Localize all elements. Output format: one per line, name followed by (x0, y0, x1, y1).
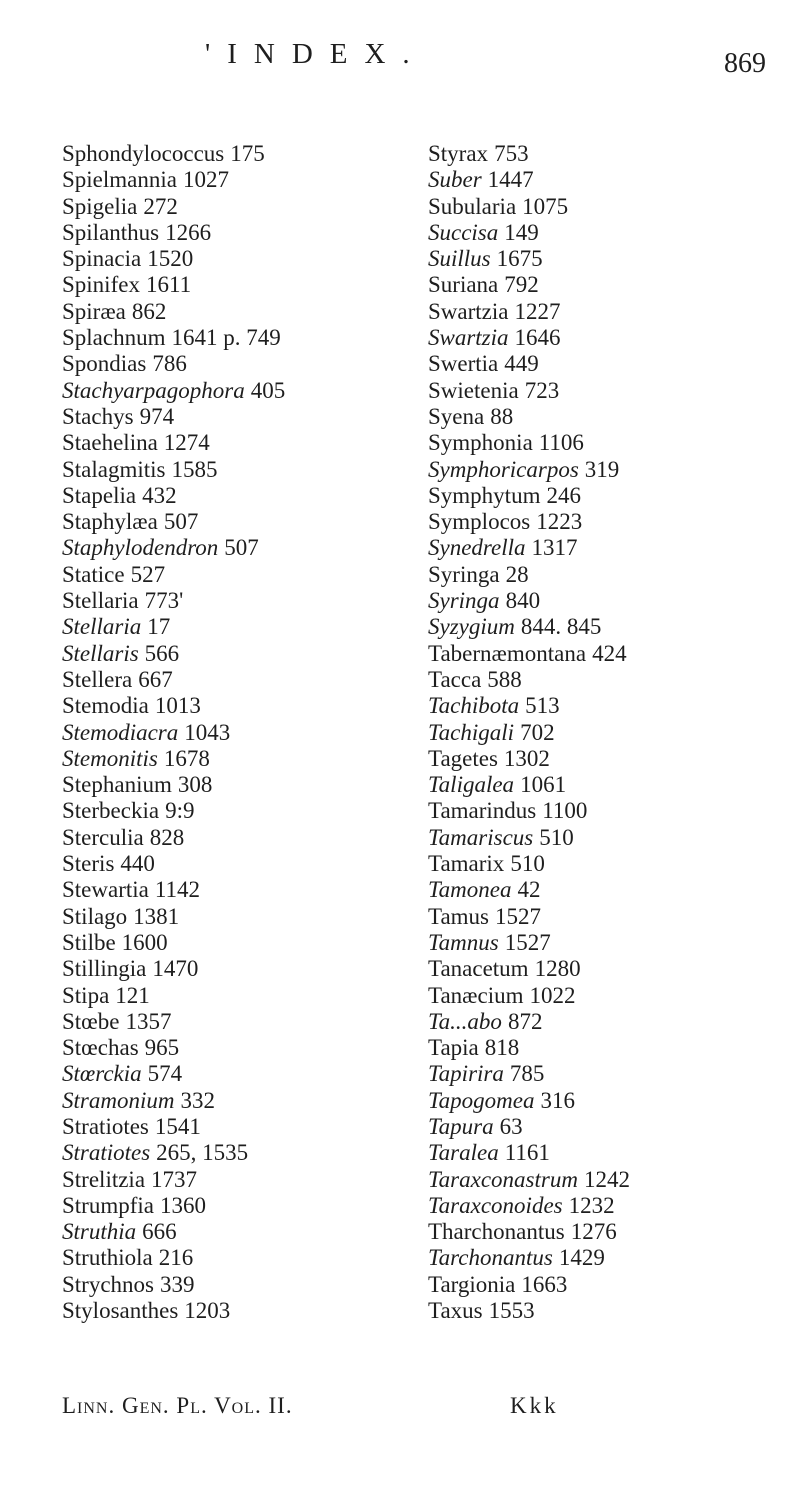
entry-name: Staphylæa (62, 509, 158, 535)
entry-page-ref: 1317 (531, 535, 578, 561)
entry-page-ref: 339 (160, 1271, 195, 1297)
entry-name: Synedrella (428, 535, 526, 561)
entry-name: Stratiotes (62, 1140, 151, 1166)
entry-page-ref: 527 (130, 561, 166, 587)
entry-page-ref: 1447 (487, 167, 534, 193)
entry-name: Sphondylococcus (62, 141, 225, 166)
entry-page-ref: 332 (180, 1087, 215, 1113)
entry-page-ref: 246 (546, 482, 581, 508)
index-entry (428, 325, 768, 351)
index-entry (428, 1009, 768, 1035)
entry-page-ref: 1100 (542, 798, 588, 824)
index-entry (62, 299, 382, 325)
index-entry (428, 1219, 768, 1245)
entry-name: Stylosanthes (62, 1298, 179, 1324)
entry-name: Stellaria (62, 588, 139, 614)
index-entry (428, 720, 768, 746)
index-entry (428, 272, 768, 298)
index-entry (62, 1035, 382, 1061)
entry-page-ref: 1013 (154, 693, 201, 719)
entry-name: Strychnos (62, 1271, 154, 1297)
index-entry (62, 956, 382, 982)
entry-page-ref: 1470 (152, 956, 199, 982)
entry-page-ref: 1541 (154, 1113, 201, 1139)
entry-page-ref: 723 (524, 377, 560, 403)
entry-name: Taralea (428, 1140, 499, 1166)
entry-page-ref: 574 (147, 1061, 183, 1087)
index-entry (62, 1272, 382, 1298)
entry-page-ref: 753 (494, 141, 529, 166)
entry-name: Tanacetum (428, 956, 529, 982)
entry-name: Stemodiacra (62, 719, 179, 745)
index-entry (62, 167, 382, 193)
entry-page-ref: 1276 (570, 1219, 617, 1245)
entry-name: Stachyarpagophora (62, 377, 245, 403)
index-entry (428, 877, 768, 903)
entry-name: Swietenia (428, 377, 519, 403)
entry-page-ref: 1737 (151, 1166, 198, 1192)
index-entry (62, 1167, 382, 1193)
footer-signature-title: Linn. Gen. Pl. Vol. II. (62, 1393, 293, 1418)
entry-name: Sterbeckia (62, 798, 160, 824)
index-entry (62, 1009, 382, 1035)
entry-name: Styrax (428, 141, 489, 166)
entry-name: Stephanium (62, 772, 172, 798)
index-entry (62, 1088, 382, 1114)
entry-name: Splachnum (62, 325, 166, 351)
index-entry (62, 378, 382, 404)
entry-page-ref: 424 (592, 640, 627, 666)
entry-page-ref: 1227 (514, 298, 561, 324)
entry-page-ref: 1274 (163, 430, 210, 456)
entry-page-ref: 1381 (133, 903, 180, 929)
index-entry (62, 351, 382, 377)
entry-page-ref: 507 (224, 535, 259, 561)
entry-name: Tapura (428, 1113, 494, 1139)
entry-page-ref: 1302 (503, 745, 550, 771)
entry-name: Tapogomea (428, 1087, 535, 1113)
entry-name: Syringa (428, 588, 500, 614)
entry-page-ref: 566 (144, 640, 180, 666)
index-entry (428, 588, 768, 614)
index-entry (428, 1140, 768, 1166)
entry-page-ref: 872 (507, 1008, 543, 1034)
index-entry (428, 194, 768, 220)
index-entry (62, 1193, 382, 1219)
entry-name: Ta...abo (428, 1008, 502, 1034)
entry-name: Spinacia (62, 246, 142, 272)
entry-name: Stellera (62, 666, 133, 692)
index-entry (428, 246, 768, 272)
entry-page-ref: 792 (504, 272, 539, 298)
index-entry (428, 904, 768, 930)
index-entry (62, 194, 382, 220)
index-entry (62, 272, 382, 298)
entry-page-ref: 840 (505, 588, 541, 614)
index-entry (428, 457, 768, 483)
entry-page-ref: 405 (250, 377, 286, 403)
index-entry (428, 1035, 768, 1061)
page-number: 869 (724, 48, 766, 79)
entry-name: Spilanthus (62, 219, 160, 245)
index-entry (428, 1245, 768, 1271)
entry-name: Targionia (428, 1271, 516, 1297)
entry-page-ref: 265, 1535 (156, 1140, 249, 1166)
entry-name: Strumpfia (62, 1192, 154, 1218)
entry-name: Stemonitis (62, 745, 158, 771)
entry-name: Stachys (62, 403, 134, 429)
entry-name: Tamarix (428, 851, 505, 877)
entry-name: Tachibota (428, 693, 520, 719)
entry-page-ref: 88 (490, 403, 514, 429)
index-entry (428, 299, 768, 325)
entry-name: Tamnus (428, 929, 499, 955)
entry-name: Swertia (428, 351, 499, 377)
entry-name: Strelitzia (62, 1166, 146, 1192)
index-heading: 'INDEX. (205, 38, 427, 70)
index-entry (62, 141, 382, 167)
entry-name: Suriana (428, 272, 499, 298)
index-entry (428, 1167, 768, 1193)
entry-name: Tanæcium (428, 982, 524, 1008)
index-entry (428, 851, 768, 877)
entry-page-ref: 786 (152, 351, 187, 377)
index-entry (428, 535, 768, 561)
entry-name: Spielmannia (62, 167, 177, 193)
index-entry (62, 983, 382, 1009)
index-entry (62, 1114, 382, 1140)
entry-name: Spiræa (62, 298, 126, 324)
index-entry (62, 483, 382, 509)
entry-name: Spondias (62, 351, 147, 377)
index-entry (62, 588, 382, 614)
index-entry (428, 1298, 768, 1324)
index-entry (428, 378, 768, 404)
entry-name: Tharchonantus (428, 1219, 565, 1245)
entry-page-ref: 42 (517, 877, 541, 903)
footer-signature-mark: Kkk (510, 1393, 559, 1418)
entry-page-ref: 1675 (496, 246, 543, 272)
entry-page-ref: 1663 (521, 1271, 568, 1297)
entry-page-ref: 9:9 (165, 798, 195, 824)
entry-name: Stillingia (62, 956, 147, 982)
entry-page-ref: 1223 (536, 509, 583, 535)
entry-name: Taraxconastrum (428, 1166, 578, 1192)
entry-page-ref: 513 (525, 693, 560, 719)
entry-page-ref: 319 (584, 456, 620, 482)
entry-name: Staphylodendron (62, 535, 219, 561)
entry-name: Tamariscus (428, 824, 534, 850)
entry-page-ref: 1142 (154, 877, 201, 903)
index-entry (62, 1298, 382, 1324)
entry-name: Tapia (428, 1035, 479, 1061)
index-entry (428, 641, 768, 667)
entry-name: Taraxconoides (428, 1192, 563, 1218)
index-entry (428, 930, 768, 956)
entry-name: Tagetes (428, 745, 498, 771)
entry-page-ref: 1520 (147, 246, 194, 272)
entry-page-ref: 1280 (534, 956, 581, 982)
entry-name: Stapelia (62, 482, 137, 508)
index-entry (428, 404, 768, 430)
entry-page-ref: 844. 845 (520, 614, 602, 640)
entry-page-ref: 449 (504, 351, 539, 377)
entry-page-ref: 1585 (171, 456, 218, 482)
entry-name: Suillus (428, 246, 491, 272)
entry-page-ref: 440 (120, 851, 155, 877)
entry-page-ref: 702 (520, 719, 555, 745)
entry-name: Stilago (62, 903, 128, 929)
entry-name: Stewartia (62, 877, 149, 903)
entry-page-ref: 121 (115, 982, 150, 1008)
entry-name: Symphytum (428, 482, 541, 508)
index-entry (62, 667, 382, 693)
entry-page-ref: 1061 (520, 772, 567, 798)
index-column-right (428, 141, 768, 1324)
entry-page-ref: 1611 (145, 272, 192, 298)
index-entry (62, 1219, 382, 1245)
entry-name: Stellaria (62, 614, 142, 640)
entry-page-ref: 216 (158, 1245, 194, 1271)
entry-page-ref: 1022 (529, 982, 576, 1008)
index-entry (428, 693, 768, 719)
entry-name: Tachigali (428, 719, 515, 745)
index-entry (428, 430, 768, 456)
entry-name: Tapirira (428, 1061, 504, 1087)
index-entry (428, 772, 768, 798)
entry-name: Tamonea (428, 877, 512, 903)
entry-name: Tamarindus (428, 798, 537, 824)
entry-page-ref: 510 (539, 824, 574, 850)
entry-name: Swartzia (428, 298, 509, 324)
index-entry (62, 509, 382, 535)
index-entry (428, 614, 768, 640)
index-entry (62, 220, 382, 246)
index-entry (62, 904, 382, 930)
entry-page-ref: 507 (163, 509, 199, 535)
entry-page-ref: 175 (230, 141, 265, 166)
entry-name: Syena (428, 403, 485, 429)
entry-page-ref: 1075 (522, 193, 569, 219)
entry-name: Struthiola (62, 1245, 153, 1271)
index-entry (62, 246, 382, 272)
entry-page-ref: 1553 (488, 1298, 535, 1324)
entry-name: Taligalea (428, 772, 515, 798)
entry-name: Tarchonantus (428, 1245, 553, 1271)
entry-page-ref: 272 (143, 193, 178, 219)
entry-page-ref: 1641 p. 749 (171, 325, 281, 351)
index-entry (428, 825, 768, 851)
entry-name: Symphonia (428, 430, 533, 456)
entry-name: Stratiotes (62, 1113, 149, 1139)
entry-name: Symplocos (428, 509, 531, 535)
index-entry (428, 667, 768, 693)
index-entry (62, 851, 382, 877)
entry-name: Stœchas (62, 1035, 139, 1061)
index-entry (428, 509, 768, 535)
entry-page-ref: 818 (484, 1035, 520, 1061)
entry-page-ref: 308 (177, 772, 213, 798)
entry-page-ref: 666 (142, 1219, 177, 1245)
entry-name: Stipa (62, 982, 110, 1008)
index-entry (62, 325, 382, 351)
entry-page-ref: 1678 (163, 745, 210, 771)
entry-page-ref: 974 (139, 403, 175, 429)
index-entry (428, 167, 768, 193)
index-entry (62, 720, 382, 746)
entry-name: Stœbe (62, 1008, 120, 1034)
entry-name: Swartzia (428, 325, 509, 351)
entry-name: Tabernæmontana (428, 640, 587, 666)
entry-page-ref: 1527 (495, 903, 541, 929)
index-entry (428, 1272, 768, 1298)
index-entry (62, 693, 382, 719)
entry-page-ref: 1357 (125, 1008, 172, 1034)
entry-name: Symphoricarpos (428, 456, 579, 482)
entry-page-ref: 1232 (568, 1192, 615, 1218)
entry-name: Spigelia (62, 193, 138, 219)
index-entry (428, 1061, 768, 1087)
entry-name: Subularia (428, 193, 517, 219)
entry-page-ref: 17 (147, 614, 171, 640)
index-entry (428, 351, 768, 377)
index-entry (428, 1193, 768, 1219)
entry-name: Stalagmitis (62, 456, 166, 482)
entry-page-ref: 1360 (160, 1192, 206, 1218)
index-entry (62, 457, 382, 483)
entry-page-ref: 1106 (538, 430, 584, 456)
entry-page-ref: 667 (138, 666, 173, 692)
entry-name: Taxus (428, 1298, 483, 1324)
index-entry (428, 746, 768, 772)
entry-page-ref: 773' (144, 588, 184, 614)
index-entry (62, 404, 382, 430)
entry-page-ref: 1161 (504, 1140, 550, 1166)
index-entry (428, 220, 768, 246)
entry-name: Syringa (428, 561, 500, 587)
index-entry (428, 798, 768, 824)
index-entry (62, 562, 382, 588)
entry-name: Suber (428, 167, 482, 193)
entry-name: Statice (62, 561, 125, 587)
entry-page-ref: 316 (540, 1087, 575, 1113)
entry-name: Tacca (428, 666, 482, 692)
entry-page-ref: 1646 (514, 325, 561, 351)
entry-page-ref: 785 (509, 1061, 545, 1087)
index-entry (62, 1245, 382, 1271)
entry-page-ref: 63 (499, 1113, 523, 1139)
index-entry (62, 746, 382, 772)
entry-name: Struthia (62, 1219, 137, 1245)
index-entry (428, 956, 768, 982)
index-entry (62, 1061, 382, 1087)
entry-page-ref: 965 (144, 1035, 180, 1061)
entry-name: Steris (62, 851, 115, 877)
entry-page-ref: 432 (142, 482, 177, 508)
entry-page-ref: 1266 (165, 219, 212, 245)
index-entry (62, 772, 382, 798)
entry-name: Stemodia (62, 693, 149, 719)
entry-name: Staehelina (62, 430, 158, 456)
entry-name: Stramonium (62, 1087, 175, 1113)
entry-page-ref: 1600 (121, 929, 168, 955)
index-entry (62, 798, 382, 824)
entry-page-ref: 588 (487, 666, 522, 692)
entry-page-ref: 1203 (184, 1298, 231, 1324)
entry-page-ref: 1043 (184, 719, 231, 745)
entry-name: Syzygium (428, 614, 515, 640)
index-entry (428, 141, 768, 167)
entry-name: Tamus (428, 903, 489, 929)
index-entry (428, 1114, 768, 1140)
index-entry (428, 1088, 768, 1114)
entry-page-ref: 862 (131, 298, 167, 324)
index-entry (62, 930, 382, 956)
index-entry (62, 1140, 382, 1166)
index-entry (62, 825, 382, 851)
entry-name: Succisa (428, 219, 499, 245)
index-entry (62, 430, 382, 456)
entry-name: Stellaris (62, 640, 139, 666)
index-entry (428, 483, 768, 509)
index-entry (428, 983, 768, 1009)
page-header (0, 38, 800, 78)
entry-page-ref: 1027 (182, 167, 229, 193)
index-column-left (62, 141, 382, 1324)
index-entry (428, 562, 768, 588)
entry-name: Stœrckia (62, 1061, 142, 1087)
entry-name: Spinifex (62, 272, 140, 298)
entry-page-ref: 1242 (583, 1166, 630, 1192)
entry-page-ref: 1429 (558, 1245, 605, 1271)
entry-page-ref: 28 (505, 561, 529, 587)
index-entry (62, 614, 382, 640)
index-entry (62, 641, 382, 667)
entry-page-ref: 510 (510, 851, 545, 877)
entry-page-ref: 828 (149, 824, 185, 850)
entry-name: Stilbe (62, 929, 116, 955)
entry-page-ref: 1527 (504, 929, 551, 955)
entry-name: Sterculia (62, 824, 144, 850)
index-entry (62, 877, 382, 903)
index-entry (62, 535, 382, 561)
entry-page-ref: 149 (504, 219, 539, 245)
